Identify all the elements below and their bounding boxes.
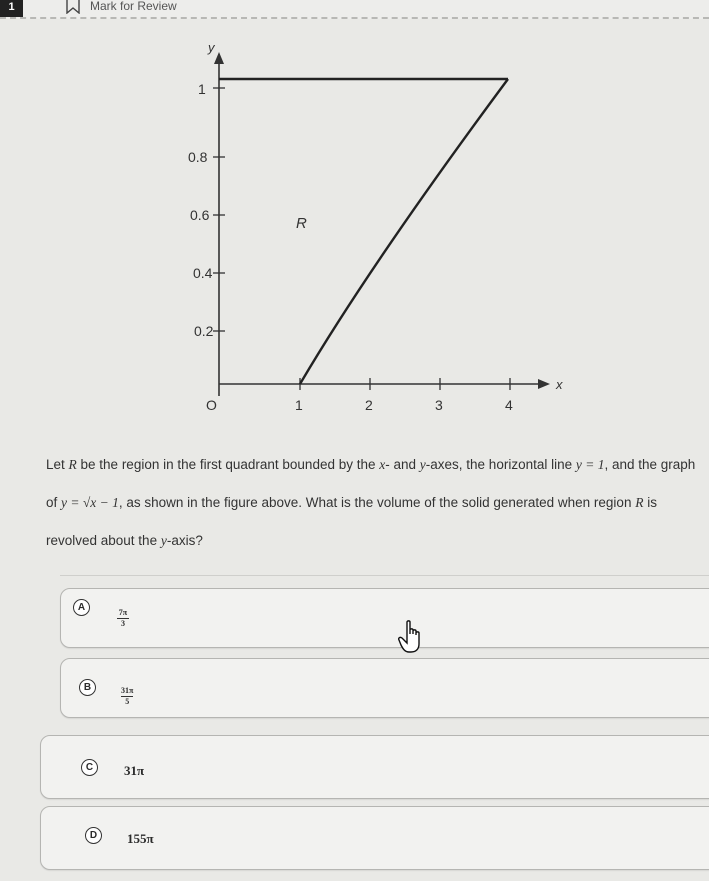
x-axis-label: x [556,377,563,392]
top-bar [0,0,709,19]
y-axis-arrow [214,52,224,64]
choice-a[interactable] [60,588,709,648]
x-tick-label-2: 2 [365,397,373,413]
choice-c-value: 31π [124,763,145,778]
bookmark-icon[interactable] [65,0,81,14]
question-text-4: -axes, the horizontal line [425,457,576,472]
y-tick-label-0.8: 0.8 [188,149,208,165]
y-axis-label: y [208,40,215,55]
hand-cursor-icon [398,620,426,654]
choice-a-letter: A [73,599,90,616]
y-tick-label-1: 1 [198,81,206,97]
question-text-5: , and the graph of [46,457,696,510]
y-tick-label-0.2: 0.2 [194,323,214,339]
choice-b[interactable] [60,658,709,718]
line-equation: y = 1 [575,457,605,472]
function-rhs: √x − 1 [82,495,119,510]
choice-d-letter: D [85,827,102,844]
question-number: 1 [0,0,23,17]
question-text-2: be the region in the first quadrant bounded by the [76,457,380,472]
y-variable-2: y [160,533,167,548]
choice-a-numerator: 7π [118,608,128,617]
y-tick-label-0.6: 0.6 [190,207,210,223]
question-text-8: -axis? [166,533,203,548]
choice-b-numerator: 31π [121,686,134,695]
curve-sqrt [300,79,508,384]
choice-d-value: 155π [127,831,154,846]
x-variable: x [379,457,386,472]
region-label: R [296,215,307,232]
choice-a-denominator: 3 [121,619,125,628]
question-text-3: - and [385,457,420,472]
divider [60,575,709,576]
graph-figure [150,38,610,418]
function-lhs: y = [61,495,83,510]
choice-b-fraction [121,687,133,706]
choice-c[interactable] [40,735,709,799]
x-tick-label-1: 1 [295,397,303,413]
choice-c-letter: C [81,759,98,776]
choice-b-denominator: 5 [125,697,130,706]
question-text [46,446,701,560]
origin-label: O [206,397,217,413]
choice-a-fraction [117,609,129,628]
y-tick-label-0.4: 0.4 [193,265,213,281]
y-variable: y [419,457,426,472]
choice-d[interactable] [40,806,709,870]
question-text-7: is revolved about the [46,495,657,548]
question-text-1: Let [46,457,69,472]
region-variable-2: R [635,495,644,510]
question-text-6: , as shown in the figure above. What is the volume of the solid generated when region [118,495,636,510]
x-axis-arrow [538,379,550,389]
x-tick-label-3: 3 [435,397,443,413]
x-tick-label-4: 4 [505,397,513,413]
choice-b-letter: B [79,679,96,696]
mark-for-review-label[interactable]: Mark for Review [90,0,177,13]
region-variable: R [68,457,77,472]
